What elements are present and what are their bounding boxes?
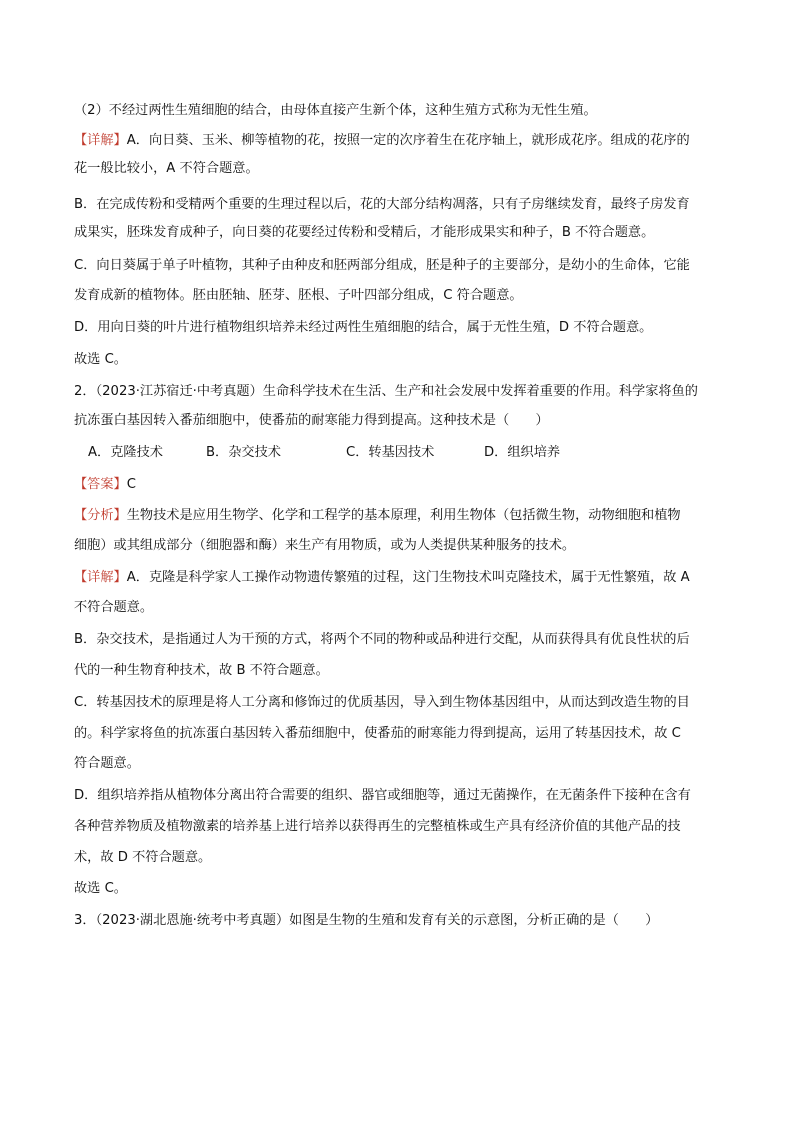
q2-detail-d: D．组织培养指从植物体分离出符合需要的组织、器官或细胞等，通过无菌操作，在无菌条件下接种在含有 bbox=[74, 788, 691, 803]
q2-detail-d-cont: 各种营养物质及植物激素的培养基上进行培养以获得再生的完整植株或生产具有经济价值的其他产品的技 bbox=[74, 819, 681, 834]
q2-analysis bbox=[74, 506, 734, 526]
answer-tag: 【答案】 bbox=[74, 477, 127, 492]
q2-option-b: B．杂交技术 bbox=[206, 445, 281, 460]
detail-tag: 【详解】 bbox=[74, 133, 127, 148]
q2-options bbox=[88, 443, 748, 463]
q2-detail-a-text: A．克隆是科学家人工操作动物遗传繁殖的过程，这门生物技术叫克隆技术，属于无性繁殖，故 A bbox=[126, 570, 690, 585]
q1-detail-a bbox=[74, 131, 734, 151]
q2-detail-c: C．转基因技术的原理是将人工分离和修饰过的优质基因，导入到生物体基因组中，从而达到改造生物的目 bbox=[74, 695, 690, 710]
q2-detail-a bbox=[74, 568, 734, 588]
q1-detail-c: C．向日葵属于单子叶植物，其种子由种皮和胚两部分组成，胚是种子的主要部分，是幼小的生命体，它能 bbox=[74, 258, 690, 273]
q2-detail-c-cont-2: 符合题意。 bbox=[74, 756, 140, 771]
q1-analysis-point-2: （2）不经过两性生殖细胞的结合，由母体直接产生新个体，这种生殖方式称为无性生殖。 bbox=[74, 103, 597, 118]
q2-conclusion: 故选 C。 bbox=[74, 881, 127, 896]
q2-stem-cont: 抗冻蛋白基因转入番茄细胞中，使番茄的耐寒能力得到提高。这种技术是（ ） bbox=[74, 413, 549, 428]
q2-detail-b-cont: 代的一种生物育种技术，故 B 不符合题意。 bbox=[74, 663, 329, 678]
q2-detail-d-cont-2: 术，故 D 不符合题意。 bbox=[74, 850, 212, 865]
q2-answer-value: C bbox=[126, 477, 136, 492]
q1-detail-b: B．在完成传粉和受精两个重要的生理过程以后，花的大部分结构凋落，只有子房继续发育，最终子房发育 bbox=[74, 197, 690, 212]
q2-detail-b: B．杂交技术，是指通过人为干预的方式，将两个不同的物种或品种进行交配，从而获得具有优良性状的后 bbox=[74, 632, 690, 647]
q2-detail-a-cont: 不符合题意。 bbox=[74, 600, 154, 615]
q2-option-c: C．转基因技术 bbox=[346, 445, 435, 460]
q1-detail-d: D．用向日葵的叶片进行植物组织培养未经过两性生殖细胞的结合，属于无性生殖，D 不符合题意。 bbox=[74, 320, 653, 335]
q2-stem: 2．（2023·江苏宿迁·中考真题）生命科学技术在生活、生产和社会发展中发挥着重要的作用。科学家将鱼的 bbox=[74, 384, 698, 399]
q2-analysis-cont: 细胞）或其组成部分（细胞器和酶）来生产有用物质，或为人类提供某种服务的技术。 bbox=[74, 538, 576, 553]
q2-option-a: A．克隆技术 bbox=[88, 445, 163, 460]
detail-tag: 【详解】 bbox=[74, 570, 127, 585]
q1-detail-a-cont: 花一般比较小，A 不符合题意。 bbox=[74, 161, 259, 176]
q1-detail-b-cont: 成果实，胚珠发育成种子，向日葵的花要经过传粉和受精后，才能形成果实和种子，B 不符合题意。 bbox=[74, 225, 655, 240]
q3-stem: 3．（2023·湖北恩施·统考中考真题）如图是生物的生殖和发育有关的示意图，分析正确的是（ ） bbox=[74, 913, 659, 928]
analysis-tag: 【分析】 bbox=[74, 508, 127, 523]
q1-detail-c-cont: 发育成新的植物体。胚由胚轴、胚芽、胚根、子叶四部分组成，C 符合题意。 bbox=[74, 288, 523, 303]
q2-answer bbox=[74, 475, 734, 495]
q2-detail-c-cont: 的。科学家将鱼的抗冻蛋白基因转入番茄细胞中，使番茄的耐寒能力得到提高，运用了转基因技术，故 C bbox=[74, 726, 681, 741]
q1-conclusion: 故选 C。 bbox=[74, 352, 127, 367]
q1-detail-a-text: A．向日葵、玉米、柳等植物的花，按照一定的次序着生在花序轴上，就形成花序。组成的花序的 bbox=[126, 133, 690, 148]
q2-option-d: D．组织培养 bbox=[484, 445, 561, 460]
q2-analysis-text: 生物技术是应用生物学、化学和工程学的基本原理，利用生物体（包括微生物，动物细胞和植物 bbox=[126, 508, 681, 523]
